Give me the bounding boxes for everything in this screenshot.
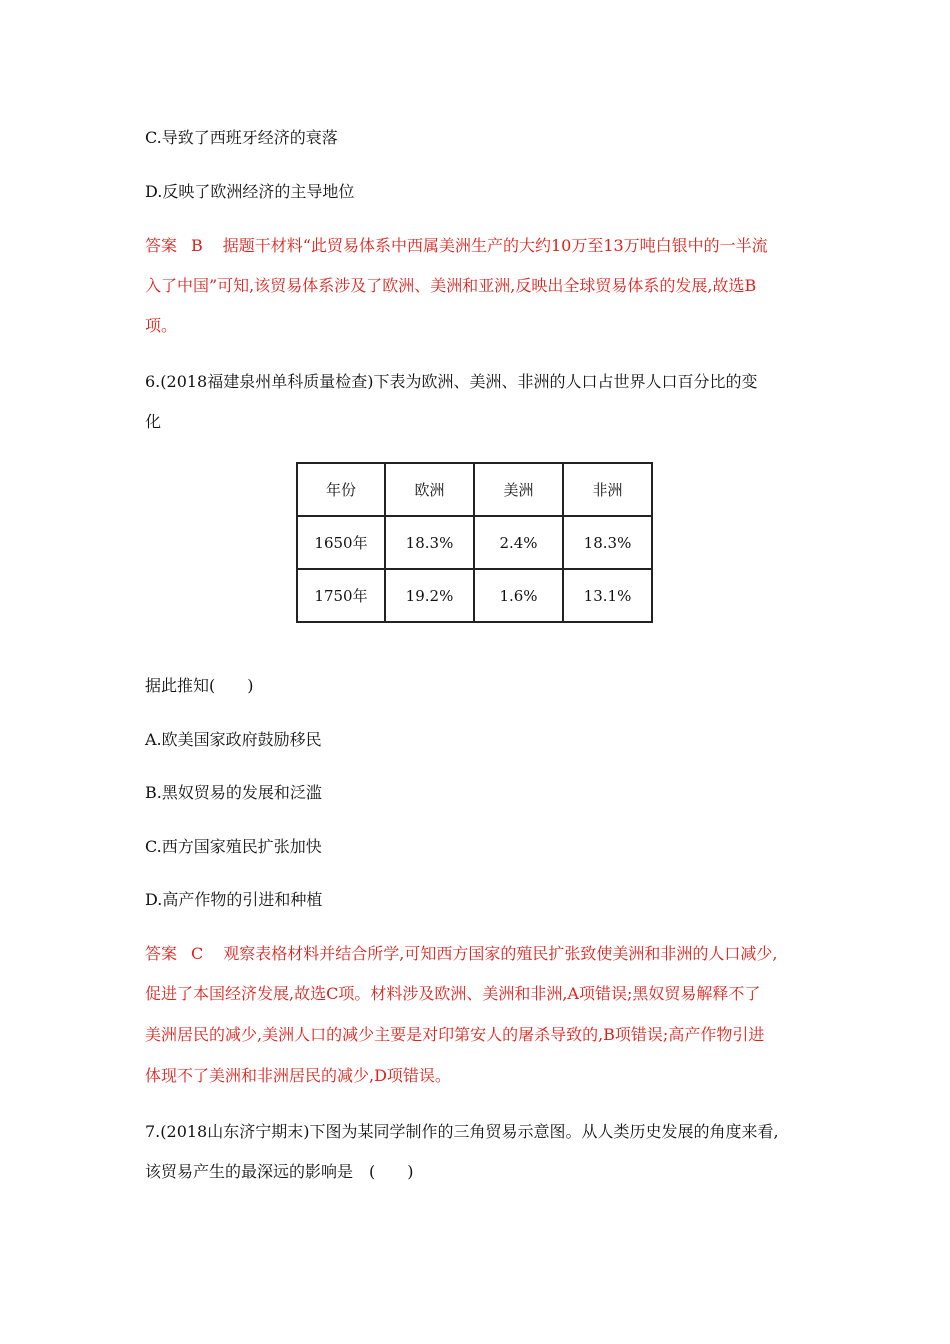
q6-answer-line-1 [145, 944, 777, 964]
q6-answer-line-2: 促进了本国经济发展,故选C项。材料涉及欧洲、美洲和非洲,A项错误;黑奴贸易解释不了 [145, 984, 761, 1003]
population-table [296, 462, 653, 623]
table-row [297, 569, 652, 622]
answer-line-1 [145, 236, 768, 256]
table-cell: 13.1% [563, 569, 652, 622]
table-cell: 1650年 [297, 516, 385, 569]
q6-option-b: B.黑奴贸易的发展和泛滥 [145, 783, 322, 802]
answer-label: 答案 [145, 944, 178, 963]
table-header-row [297, 463, 652, 516]
answer-text: 据题干材料“此贸易体系中西属美洲生产的大约10万至13万吨白银中的一半流 [222, 236, 768, 255]
header-year: 年份 [297, 463, 385, 516]
table-cell: 1750年 [297, 569, 385, 622]
answer-text: 观察表格材料并结合所学,可知西方国家的殖民扩张致使美洲和非洲的人口减少, [223, 944, 778, 963]
option-c: C.导致了西班牙经济的衰落 [145, 128, 338, 147]
table-cell: 19.2% [385, 569, 474, 622]
q6-answer-line-3: 美洲居民的减少,美洲人口的减少主要是对印第安人的屠杀导致的,B项错误;高产作物引进 [145, 1025, 765, 1044]
header-europe: 欧洲 [385, 463, 474, 516]
table-cell: 1.6% [474, 569, 563, 622]
answer-key: B [191, 236, 203, 255]
answer-key: C [191, 944, 204, 963]
q6-answer-line-4: 体现不了美洲和非洲居民的减少,D项错误。 [145, 1066, 451, 1085]
table-cell: 2.4% [474, 516, 563, 569]
q7-stem-line-1: 7.(2018山东济宁期末)下图为某同学制作的三角贸易示意图。从人类历史发展的角度来看, [145, 1122, 779, 1141]
table-cell: 18.3% [385, 516, 474, 569]
q6-prompt: 据此推知( ) [145, 676, 254, 695]
q6-stem-line-1: 6.(2018福建泉州单科质量检查)下表为欧洲、美洲、非洲的人口占世界人口百分比的变 [145, 372, 758, 391]
q7-stem-line-2: 该贸易产生的最深远的影响是 ( ) [145, 1162, 414, 1181]
q6-option-a: A.欧美国家政府鼓励移民 [145, 730, 322, 749]
answer-label: 答案 [145, 236, 178, 255]
answer-line-2: 入了中国”可知,该贸易体系涉及了欧洲、美洲和亚洲,反映出全球贸易体系的发展,故选B [145, 276, 757, 295]
table-row [297, 516, 652, 569]
option-d: D.反映了欧洲经济的主导地位 [145, 182, 355, 201]
q6-option-d: D.高产作物的引进和种植 [145, 890, 323, 909]
table-cell: 18.3% [563, 516, 652, 569]
q6-stem-line-2: 化 [145, 412, 162, 431]
answer-line-3: 项。 [145, 316, 178, 335]
q6-option-c: C.西方国家殖民扩张加快 [145, 837, 322, 856]
header-africa: 非洲 [563, 463, 652, 516]
header-americas: 美洲 [474, 463, 563, 516]
